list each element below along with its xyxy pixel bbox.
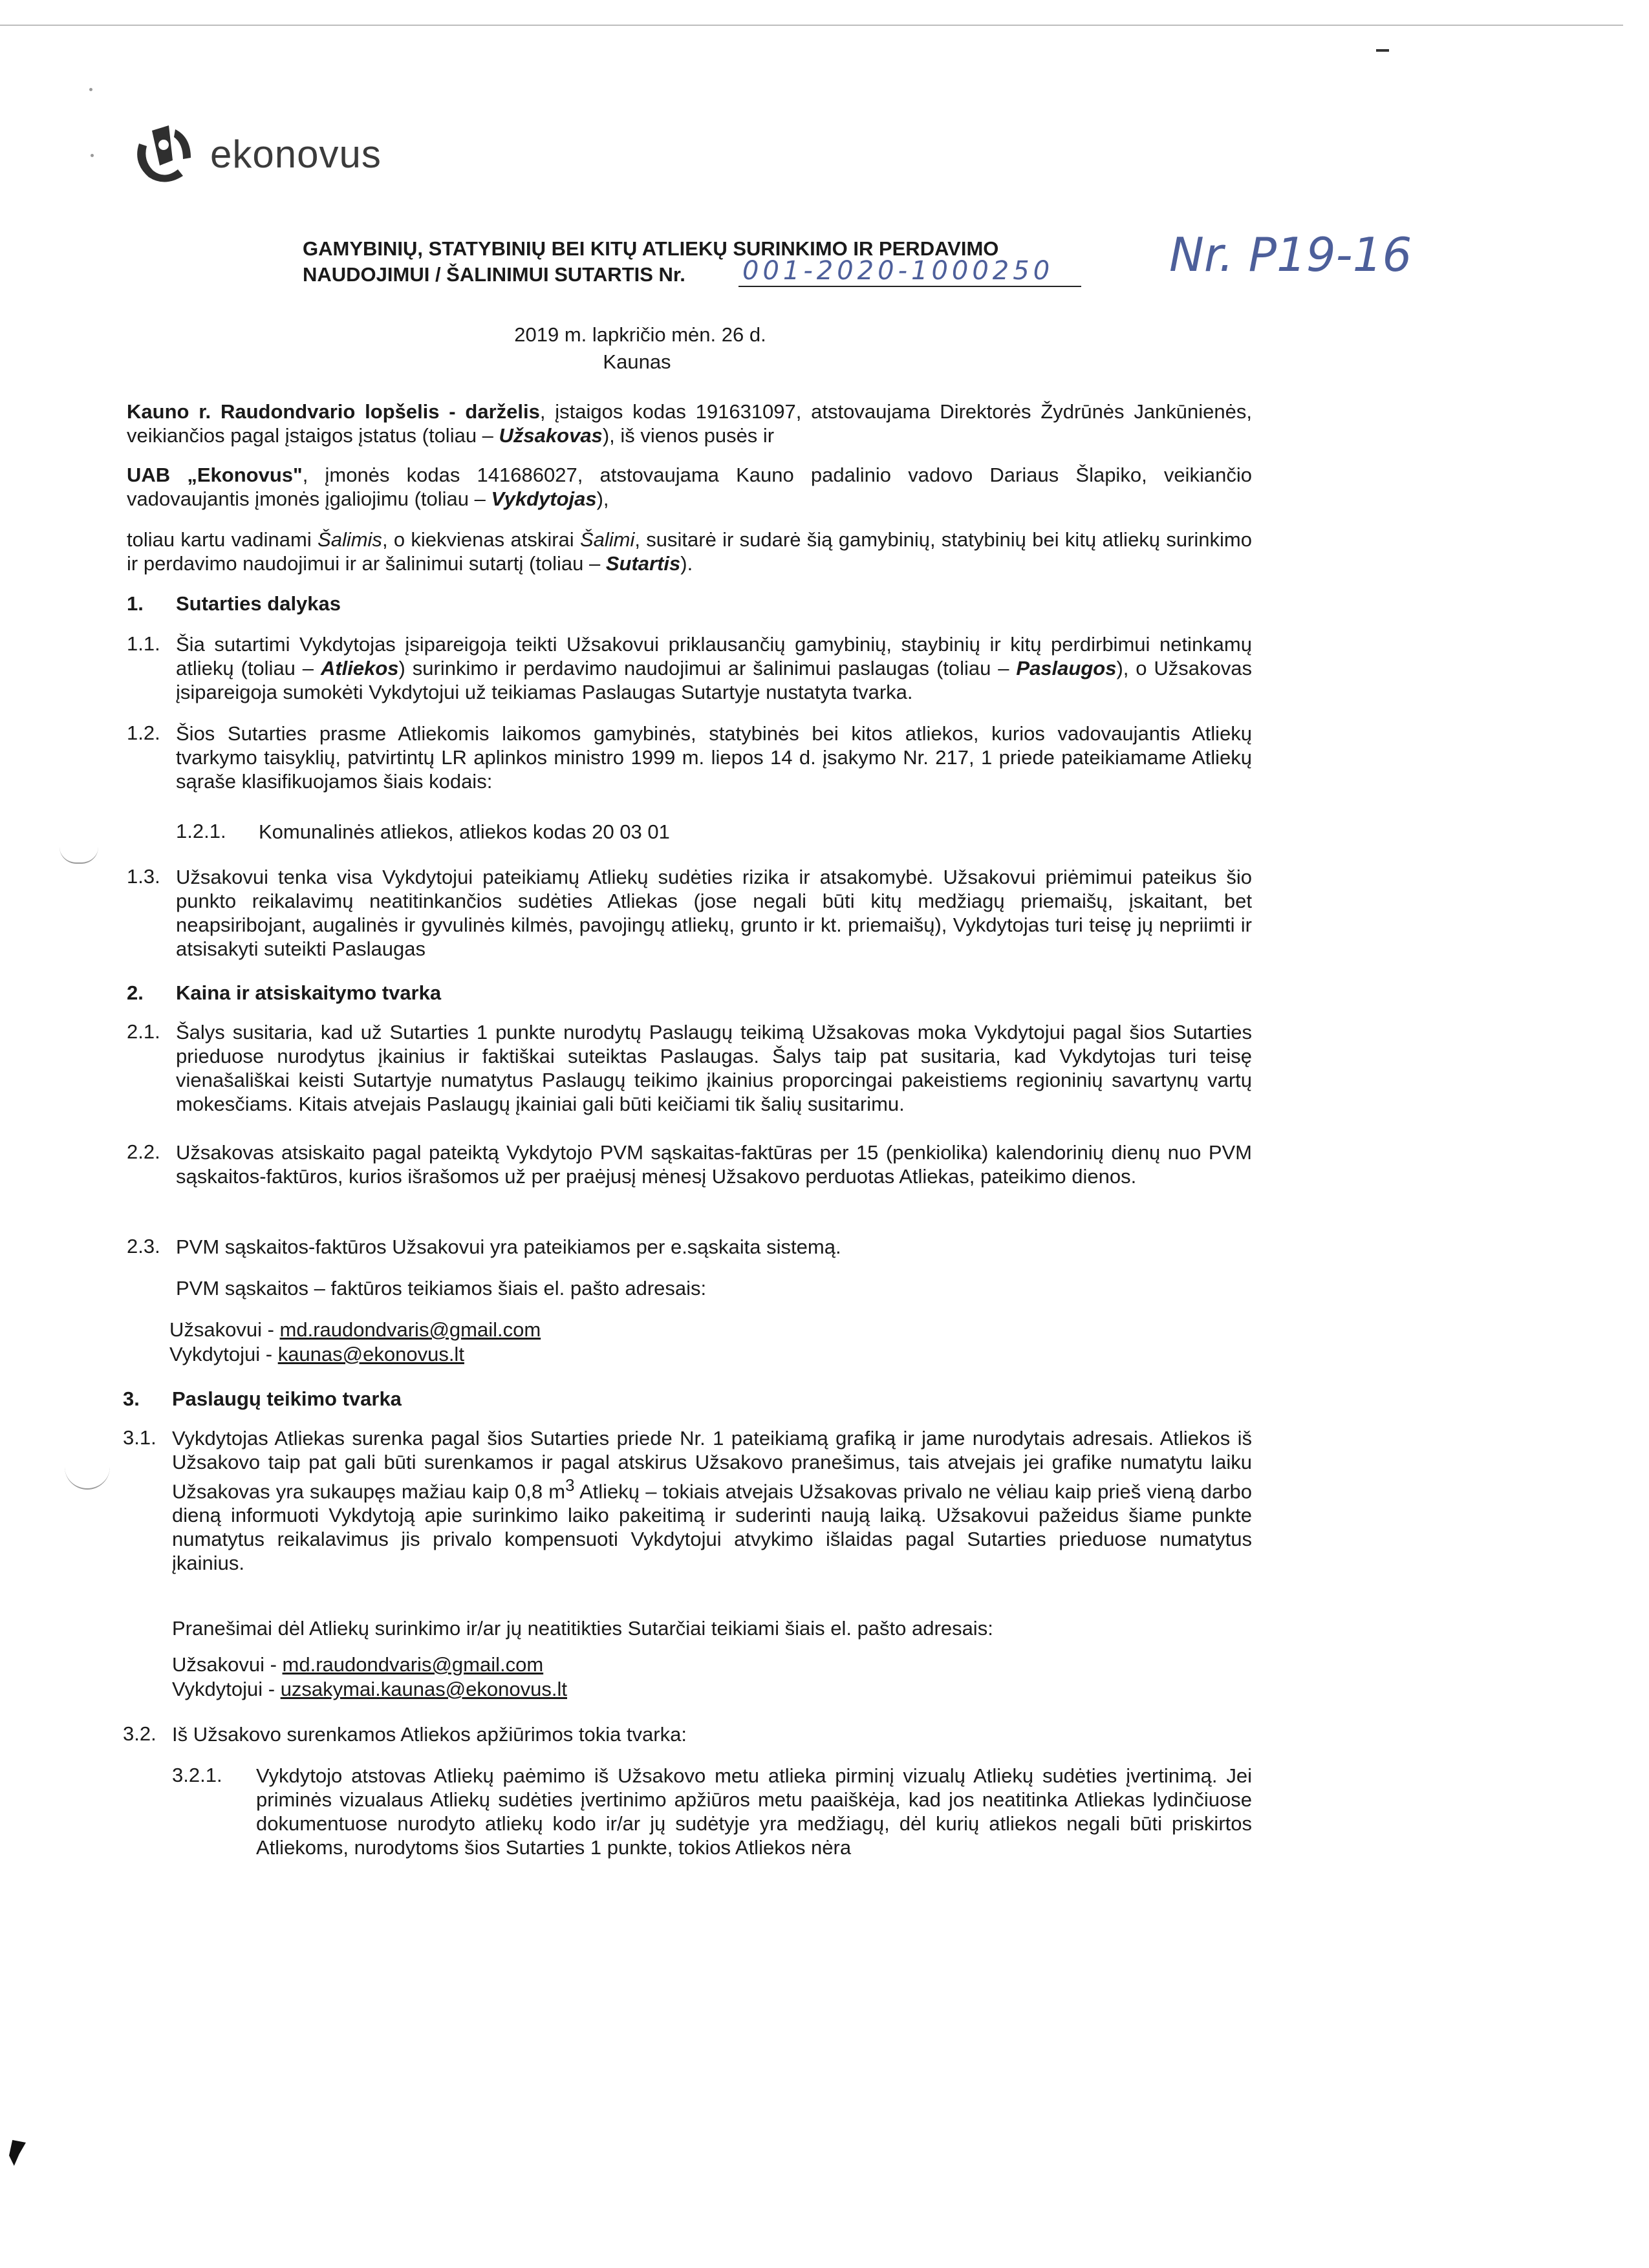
title-line-2: NAUDOJIMUI / ŠALINIMUI SUTARTIS Nr. xyxy=(303,263,685,286)
invoice-email-contractor: Vykdytojui - kaunas@ekonovus.lt xyxy=(169,1343,464,1365)
clause-1-3: Užsakovui tenka visa Vykdytojui pateikiamų Atliekų sudėties rizika ir atsakomybė. Užsakovui priėmimui pateikus šio punkto reikalavimų neatitinkančios sudėties Atliekas (jose negali būti kitų medžiagų priemaišų, įskaitant, bet neapsiribojant, augalinės ir gyvulinės kilmės, pavojingų atliekų, grunto ir kt. priemaišų), Vykdytojas turi teisę jų nepriimti ir atsisakyti suteikti Paslaugas xyxy=(176,866,1252,960)
clause-2-3-email-intro: PVM sąskaitos – faktūros teikiamos šiais el. pašto adresais: xyxy=(176,1277,707,1300)
party-customer: Kauno r. Raudondvario lopšelis - darželis, įstaigos kodas 191631097, atstovaujama Direktorės Žydrūnės Jankūnienės, veikiančios pagal įstaigos įstatus (toliau – Užsakovas), iš vienos pusės ir xyxy=(127,400,1253,447)
invoice-email-customer: Užsakovui - md.raudondvaris@gmail.com xyxy=(169,1318,541,1341)
clause-number: 1.1. xyxy=(127,632,160,655)
clause-number: 2.1. xyxy=(127,1020,160,1043)
section-2-number: 2. xyxy=(127,981,144,1004)
notice-email-customer: Užsakovui - md.raudondvaris@gmail.com xyxy=(172,1653,544,1676)
clause-number: 1.3. xyxy=(127,865,160,888)
clause-number: 2.3. xyxy=(127,1235,160,1257)
contract-date: 2019 m. lapkričio mėn. 26 d. xyxy=(514,323,766,346)
clause-3-1: Vykdytojas Atliekas surenka pagal šios Sutarties priede Nr. 1 pateikiamą grafiką ir jame nurodytais adresais. Atliekos iš Užsakovo taip pat gali būti surenkamos ir pagal atskirus Užsakovo pranešimus, tais atvejais jei grafike numatytu laiku Užsakovas yra sukaupęs mažiau kaip 0,8 $m^3$ Atliekų – tokiais atvejais Užsakovas privalo ne vėliau kaip prieš vieną darbo dieną informuoti Vykdytoją apie surinkimo laiko pakeitimą ir suderinti naują laiką. Užsakovui pažeidus šiame punkte numatytus reikalavimus jis privalo kompensuoti Vykdytojui atvykimo išlaidas pagal Sutarties prieduose numatytus įkainius. xyxy=(172,1427,1252,1575)
clause-number: 1.2. xyxy=(127,722,160,744)
clause-3-1-email-intro: Pranešimai dėl Atliekų surinkimo ir/ar jų neatitikties Sutarčiai teikiami šiais el. pašto adresais: xyxy=(172,1617,993,1640)
clause-number: 3.2.1. xyxy=(172,1764,222,1786)
ekonovus-logo-icon xyxy=(126,118,202,190)
contract-number-underline xyxy=(738,286,1081,287)
clause-1-2: Šios Sutarties prasme Atliekomis laikomos gamybinės, statybinės bei kitos atliekos, kurios vadovaujantis Atliekų tvarkymo taisyklių, patvirtintų LR aplinkos ministro 1999 m. liepos 14 d. įsakymo Nr. 217, 1 priede pateikiamame Atliekų sąraše klasifikuojamos šiais kodais: xyxy=(176,722,1252,793)
company-logo xyxy=(126,118,382,190)
handwritten-margin-note: Nr. P19-16 xyxy=(1169,228,1412,282)
clause-number: 3.2. xyxy=(123,1722,156,1745)
email-link[interactable]: md.raudondvaris@gmail.com xyxy=(279,1318,541,1341)
clause-1-1: Šia sutartimi Vykdytojas įsipareigoja teikti Užsakovui priklausančių gamybinių, staybinių ir kitų perdirbimui netinkamų atliekų (toliau – Atliekos) surinkimo ir perdavimo naudojimui ar šalinimui paslaugas (toliau – Paslaugos), o Užsakovas įsipareigoja sumokėti Vykdytojui už teikiamas Paslaugas Sutartyje nustatyta tvarka. xyxy=(176,633,1253,703)
email-link[interactable]: md.raudondvaris@gmail.com xyxy=(282,1653,544,1676)
clause-3-2-1: Vykdytojo atstovas Atliekų paėmimo iš Užsakovo metu atlieka pirminį vizualų Atliekų sudėties įvertinimą. Jei priminės vizualaus Atliekų sudėties įvertinimo apžiūros metu paaiškėja, kad jos neatitinka Atliekas lydinčiuose dokumentuose nurodyto atliekų kodo ir/ar jų sudėtyje yra medžiagų, dėl kurių atliekos negali būti priskirtos Atliekoms, nurodytoms šios Sutarties 1 punkte, tokios Atliekos nėra xyxy=(256,1764,1252,1859)
notice-email-contractor: Vykdytojui - uzsakymai.kaunas@ekonovus.lt xyxy=(172,1678,567,1700)
title-line-1: GAMYBINIŲ, STATYBINIŲ BEI KITŲ ATLIEKŲ SURINKIMO IR PERDAVIMO xyxy=(303,237,999,260)
logo-wordmark: ekonovus xyxy=(210,132,382,176)
section-3-title: Paslaugų teikimo tvarka xyxy=(172,1387,402,1410)
clause-2-2: Užsakovas atsiskaito pagal pateiktą Vykdytojo PVM sąskaitas-faktūras per 15 (penkiolika) kalendorinių dienų nuo PVM sąskaitos-faktūros, kurios išrašomos už per praėjusį mėnesį Užsakovo perduotas Atliekas, pateikimo dienos. xyxy=(176,1141,1252,1188)
scan-artifact xyxy=(65,1462,110,1490)
scan-top-edge xyxy=(0,25,1623,26)
clause-number: 2.2. xyxy=(127,1140,160,1163)
clause-number: 3.1. xyxy=(123,1426,156,1449)
parties-collective: toliau kartu vadinami Šalimis, o kiekvienas atskirai Šalimi, susitarė ir sudarė šią gamybinių, statybinių bei kitų atliekų surinkimo ir perdavimo naudojimui ir ar šalinimui sutartį (toliau – Sutartis). xyxy=(127,528,1253,575)
contract-place: Kaunas xyxy=(603,350,671,373)
section-1-title: Sutarties dalykas xyxy=(176,592,341,615)
email-link[interactable]: uzsakymai.kaunas@ekonovus.lt xyxy=(280,1678,567,1700)
clause-3-2: Iš Užsakovo surenkamos Atliekos apžiūrimos tokia tvarka: xyxy=(172,1723,687,1746)
clause-number: 1.2.1. xyxy=(176,820,226,842)
scan-mark xyxy=(1376,49,1389,52)
contract-number-handwritten: 001-2020-1000250 xyxy=(742,256,1054,286)
email-link[interactable]: kaunas@ekonovus.lt xyxy=(277,1343,464,1365)
section-2-title: Kaina ir atsiskaitymo tvarka xyxy=(176,981,442,1004)
clause-2-3: PVM sąskaitos-faktūros Užsakovui yra pateikiamos per e.sąskaita sistemą. xyxy=(176,1236,841,1258)
section-1-number: 1. xyxy=(127,592,144,615)
party-contractor: UAB „Ekonovus", įmonės kodas 141686027, atstovaujama Kauno padalinio vadovo Dariaus Šlapiko, veikiančio vadovaujantis įmonės įgaliojimu (toliau – Vykdytojas), xyxy=(127,464,1252,510)
scan-mark xyxy=(9,2140,26,2166)
clause-1-2-1: Komunalinės atliekos, atliekos kodas 20 03 01 xyxy=(259,820,670,843)
scan-artifact xyxy=(59,847,98,864)
scan-speck xyxy=(89,88,92,91)
section-3-number: 3. xyxy=(123,1387,140,1410)
clause-2-1: Šalys susitaria, kad už Sutarties 1 punkte nurodytų Paslaugų teikimą Užsakovas moka Vykdytojui pagal šios Sutarties prieduose nurodytus įkainius ir faktiškai suteiktas Paslaugas. Šalys taip pat susitaria, kad Vykdytojas turi teisę vienašališkai keisti Sutartyje numatytus Paslaugų teikimo įkainius proporcingai pakeistiems regioninių savartynų vartų mokesčiams. Kitais atvejais Paslaugų įkainiai gali būti keičiami tik šalių susitarimu. xyxy=(176,1021,1252,1115)
scan-speck xyxy=(91,154,94,157)
